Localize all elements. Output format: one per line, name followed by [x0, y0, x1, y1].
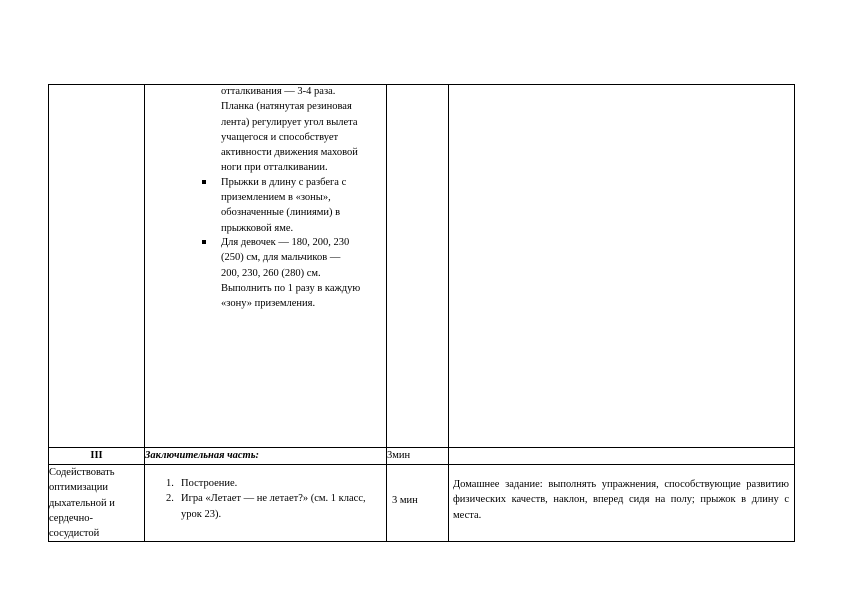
step-time: 3 мин — [392, 495, 418, 506]
goal-line: сосудистой — [49, 528, 100, 540]
text-line: обозначенные (линиями) в — [221, 207, 341, 219]
step-text: Построение. — [181, 478, 238, 489]
homework-cell — [449, 465, 795, 542]
exercises-cell — [145, 85, 387, 448]
exercise-description — [145, 84, 386, 176]
steps-cell — [145, 465, 387, 542]
text-line: Для девочек — 180, 200, 230 — [221, 236, 350, 248]
goal-line: Содействовать — [49, 467, 115, 478]
text-line: «зону» приземления. — [221, 298, 316, 310]
text-line: прыжковой яме. — [221, 222, 294, 234]
text-line: 200, 230, 260 (280) см. — [221, 267, 321, 279]
text-line: Планка (натянутая резиновая — [221, 101, 352, 113]
main-part-continued-row — [49, 85, 795, 448]
text-line: отталкивания — 3-4 раза. — [221, 86, 336, 97]
steps-list — [145, 476, 386, 522]
bullet-item — [145, 175, 386, 236]
text-line: учащегося и способствует — [221, 131, 339, 143]
goal-cell — [49, 465, 145, 542]
goal-line: оптимизации — [49, 482, 109, 494]
step-text: Игра «Летает — не летает?» (см. 1 класс, урок 23). — [181, 493, 366, 520]
list-item — [166, 476, 382, 491]
section-number: III — [49, 448, 145, 465]
text-line: ноги при отталкивании. — [221, 162, 328, 174]
list-item — [166, 491, 382, 522]
goal-line: сердечно- — [49, 512, 93, 524]
text-line: лента) регулирует угол вылета — [221, 116, 358, 128]
step-number: 2. — [166, 493, 174, 505]
step-number: 1. — [166, 478, 174, 489]
goal-cell-empty — [49, 85, 145, 448]
lesson-plan-table — [48, 84, 795, 542]
text-line: Выполнить по 1 разу в каждую — [221, 282, 361, 294]
final-part-content-row — [49, 465, 795, 542]
notes-cell-empty — [449, 85, 795, 448]
final-part-header-row — [49, 448, 795, 465]
notes-cell-empty — [449, 448, 795, 465]
text-line: Прыжки в длину с разбега с — [221, 176, 347, 188]
section-title: Заключительная часть: — [145, 448, 387, 465]
text-line: активности движения маховой — [221, 147, 358, 159]
text-line: (250) см, для мальчиков — — [221, 252, 341, 264]
text-line: приземлением в «зоны», — [221, 192, 331, 204]
homework-text: Домашнее задание: выполнять упражнения, способствующие развитию физических качеств, наклон, вперед сидя на полу; прыжок в длину с места. — [453, 479, 789, 521]
goal-line: дыхательной и — [49, 497, 115, 509]
bullet-icon — [202, 240, 206, 244]
time-cell-empty — [387, 85, 449, 448]
bullet-item — [145, 235, 386, 311]
time-cell — [387, 465, 449, 542]
bullet-icon — [202, 180, 206, 184]
section-time: 3мин — [387, 448, 449, 465]
